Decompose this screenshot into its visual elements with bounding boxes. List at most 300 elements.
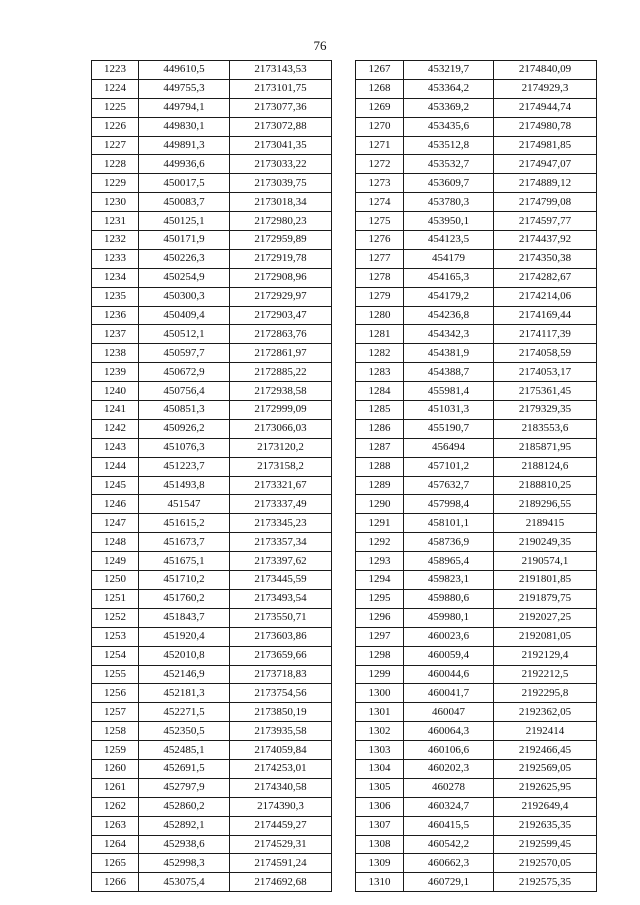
point-number-cell: 1239 [92, 363, 139, 382]
x-coordinate-cell: 454236,8 [404, 306, 494, 325]
point-number-cell: 1292 [356, 533, 404, 552]
table-row [92, 495, 332, 514]
y-coordinate-cell: 2172980,23 [230, 212, 332, 231]
table-row [92, 382, 332, 401]
point-number-cell: 1236 [92, 306, 139, 325]
table-row [92, 419, 332, 438]
table-row [92, 589, 332, 608]
y-coordinate-cell: 2190249,35 [494, 533, 597, 552]
y-coordinate-cell: 2174058,59 [494, 344, 597, 363]
point-number-cell: 1255 [92, 665, 139, 684]
point-number-cell: 1299 [356, 665, 404, 684]
x-coordinate-cell: 455190,7 [404, 419, 494, 438]
y-coordinate-cell: 2173935,58 [230, 722, 332, 741]
table-row [356, 98, 597, 117]
table-row [92, 249, 332, 268]
point-number-cell: 1300 [356, 684, 404, 703]
x-coordinate-cell: 453780,3 [404, 193, 494, 212]
x-coordinate-cell: 450300,3 [139, 287, 230, 306]
x-coordinate-cell: 460047 [404, 703, 494, 722]
x-coordinate-cell: 450597,7 [139, 344, 230, 363]
y-coordinate-cell: 2173550,71 [230, 608, 332, 627]
point-number-cell: 1305 [356, 778, 404, 797]
y-coordinate-cell: 2172863,76 [230, 325, 332, 344]
y-coordinate-cell: 2174340,58 [230, 778, 332, 797]
x-coordinate-cell: 451673,7 [139, 533, 230, 552]
x-coordinate-cell: 454165,3 [404, 268, 494, 287]
y-coordinate-cell: 2174350,38 [494, 249, 597, 268]
point-number-cell: 1264 [92, 835, 139, 854]
y-coordinate-cell: 2174390,3 [230, 797, 332, 816]
x-coordinate-cell: 460044,6 [404, 665, 494, 684]
y-coordinate-cell: 2173493,54 [230, 589, 332, 608]
y-coordinate-cell: 2173754,56 [230, 684, 332, 703]
y-coordinate-cell: 2174214,06 [494, 287, 597, 306]
table-row [92, 684, 332, 703]
y-coordinate-cell: 2173850,19 [230, 703, 332, 722]
y-coordinate-cell: 2192466,45 [494, 741, 597, 760]
point-number-cell: 1267 [356, 61, 404, 80]
y-coordinate-cell: 2174889,12 [494, 174, 597, 193]
x-coordinate-cell: 457101,2 [404, 457, 494, 476]
point-number-cell: 1281 [356, 325, 404, 344]
table-row [92, 79, 332, 98]
table-row [356, 419, 597, 438]
table-row [356, 325, 597, 344]
x-coordinate-cell: 455981,4 [404, 382, 494, 401]
x-coordinate-cell: 451675,1 [139, 552, 230, 571]
table-row [356, 759, 597, 778]
table-row [356, 571, 597, 590]
table-row [356, 476, 597, 495]
x-coordinate-cell: 453532,7 [404, 155, 494, 174]
table-row [92, 533, 332, 552]
x-coordinate-cell: 460278 [404, 778, 494, 797]
table-row [92, 476, 332, 495]
y-coordinate-cell: 2173445,59 [230, 571, 332, 590]
page-number: 76 [313, 38, 327, 53]
table-row [92, 703, 332, 722]
point-number-cell: 1289 [356, 476, 404, 495]
table-row [356, 816, 597, 835]
y-coordinate-cell: 2173321,67 [230, 476, 332, 495]
table-row [92, 306, 332, 325]
y-coordinate-cell: 2188124,6 [494, 457, 597, 476]
y-coordinate-cell: 2174944,74 [494, 98, 597, 117]
table-row [356, 193, 597, 212]
y-coordinate-cell: 2192081,05 [494, 627, 597, 646]
y-coordinate-cell: 2172861,97 [230, 344, 332, 363]
point-number-cell: 1234 [92, 268, 139, 287]
y-coordinate-cell: 2174981,85 [494, 136, 597, 155]
point-number-cell: 1223 [92, 61, 139, 80]
table-row [356, 61, 597, 80]
table-row [356, 589, 597, 608]
point-number-cell: 1232 [92, 231, 139, 250]
x-coordinate-cell: 453075,4 [139, 873, 230, 892]
y-coordinate-cell: 2183553,6 [494, 419, 597, 438]
x-coordinate-cell: 460064,3 [404, 722, 494, 741]
point-number-cell: 1286 [356, 419, 404, 438]
point-number-cell: 1310 [356, 873, 404, 892]
point-number-cell: 1260 [92, 759, 139, 778]
point-number-cell: 1308 [356, 835, 404, 854]
x-coordinate-cell: 460542,2 [404, 835, 494, 854]
y-coordinate-cell: 2188810,25 [494, 476, 597, 495]
y-coordinate-cell: 2174282,67 [494, 268, 597, 287]
table-row [92, 193, 332, 212]
table-row [356, 684, 597, 703]
table-row [356, 344, 597, 363]
point-number-cell: 1304 [356, 759, 404, 778]
table-row [356, 212, 597, 231]
x-coordinate-cell: 460324,7 [404, 797, 494, 816]
x-coordinate-cell: 452485,1 [139, 741, 230, 760]
x-coordinate-cell: 452181,3 [139, 684, 230, 703]
table-row [356, 268, 597, 287]
x-coordinate-cell: 451710,2 [139, 571, 230, 590]
point-number-cell: 1248 [92, 533, 139, 552]
y-coordinate-cell: 2174692,68 [230, 873, 332, 892]
point-number-cell: 1253 [92, 627, 139, 646]
y-coordinate-cell: 2185871,95 [494, 438, 597, 457]
x-coordinate-cell: 452350,5 [139, 722, 230, 741]
table-row [92, 797, 332, 816]
point-number-cell: 1295 [356, 589, 404, 608]
table-row [356, 608, 597, 627]
y-coordinate-cell: 2173072,88 [230, 117, 332, 136]
point-number-cell: 1276 [356, 231, 404, 250]
table-row [92, 98, 332, 117]
table-row [92, 873, 332, 892]
y-coordinate-cell: 2174840,09 [494, 61, 597, 80]
y-coordinate-cell: 2192575,35 [494, 873, 597, 892]
point-number-cell: 1306 [356, 797, 404, 816]
table-row [356, 627, 597, 646]
x-coordinate-cell: 460023,6 [404, 627, 494, 646]
point-number-cell: 1279 [356, 287, 404, 306]
point-number-cell: 1265 [92, 854, 139, 873]
table-row [356, 722, 597, 741]
x-coordinate-cell: 451547 [139, 495, 230, 514]
x-coordinate-cell: 450017,5 [139, 174, 230, 193]
table-row [92, 212, 332, 231]
y-coordinate-cell: 2174529,31 [230, 835, 332, 854]
point-number-cell: 1284 [356, 382, 404, 401]
table-row [92, 401, 332, 420]
x-coordinate-cell: 456494 [404, 438, 494, 457]
table-row [92, 854, 332, 873]
table-row [356, 873, 597, 892]
y-coordinate-cell: 2173603,86 [230, 627, 332, 646]
point-number-cell: 1297 [356, 627, 404, 646]
point-number-cell: 1251 [92, 589, 139, 608]
table-row [92, 438, 332, 457]
table-row [92, 835, 332, 854]
table-row [92, 571, 332, 590]
y-coordinate-cell: 2179329,35 [494, 401, 597, 420]
x-coordinate-cell: 454179 [404, 249, 494, 268]
point-number-cell: 1258 [92, 722, 139, 741]
point-number-cell: 1233 [92, 249, 139, 268]
x-coordinate-cell: 451493,8 [139, 476, 230, 495]
point-number-cell: 1301 [356, 703, 404, 722]
y-coordinate-cell: 2173337,49 [230, 495, 332, 514]
point-number-cell: 1307 [356, 816, 404, 835]
x-coordinate-cell: 460106,6 [404, 741, 494, 760]
coordinates-table-right [355, 60, 597, 892]
x-coordinate-cell: 449610,5 [139, 61, 230, 80]
point-number-cell: 1259 [92, 741, 139, 760]
x-coordinate-cell: 460041,7 [404, 684, 494, 703]
table-row [92, 117, 332, 136]
x-coordinate-cell: 451760,2 [139, 589, 230, 608]
y-coordinate-cell: 2174597,77 [494, 212, 597, 231]
point-number-cell: 1229 [92, 174, 139, 193]
point-number-cell: 1262 [92, 797, 139, 816]
table-row [92, 61, 332, 80]
y-coordinate-cell: 2174117,39 [494, 325, 597, 344]
table-row [92, 174, 332, 193]
point-number-cell: 1257 [92, 703, 139, 722]
point-number-cell: 1290 [356, 495, 404, 514]
point-number-cell: 1235 [92, 287, 139, 306]
point-number-cell: 1302 [356, 722, 404, 741]
point-number-cell: 1288 [356, 457, 404, 476]
x-coordinate-cell: 450512,1 [139, 325, 230, 344]
x-coordinate-cell: 450125,1 [139, 212, 230, 231]
point-number-cell: 1303 [356, 741, 404, 760]
table-row [92, 816, 332, 835]
table-row [356, 117, 597, 136]
point-number-cell: 1226 [92, 117, 139, 136]
y-coordinate-cell: 2189415 [494, 514, 597, 533]
x-coordinate-cell: 459980,1 [404, 608, 494, 627]
x-coordinate-cell: 453609,7 [404, 174, 494, 193]
y-coordinate-cell: 2174437,92 [494, 231, 597, 250]
x-coordinate-cell: 457632,7 [404, 476, 494, 495]
x-coordinate-cell: 450171,9 [139, 231, 230, 250]
table-row [356, 136, 597, 155]
y-coordinate-cell: 2191801,85 [494, 571, 597, 590]
x-coordinate-cell: 451615,2 [139, 514, 230, 533]
x-coordinate-cell: 454388,7 [404, 363, 494, 382]
table-row [356, 514, 597, 533]
y-coordinate-cell: 2174253,01 [230, 759, 332, 778]
point-number-cell: 1225 [92, 98, 139, 117]
table-row [356, 646, 597, 665]
y-coordinate-cell: 2190574,1 [494, 552, 597, 571]
table-row [356, 797, 597, 816]
y-coordinate-cell: 2174169,44 [494, 306, 597, 325]
point-number-cell: 1273 [356, 174, 404, 193]
y-coordinate-cell: 2175361,45 [494, 382, 597, 401]
x-coordinate-cell: 450254,9 [139, 268, 230, 287]
y-coordinate-cell: 2173018,34 [230, 193, 332, 212]
x-coordinate-cell: 452691,5 [139, 759, 230, 778]
y-coordinate-cell: 2173143,53 [230, 61, 332, 80]
point-number-cell: 1280 [356, 306, 404, 325]
x-coordinate-cell: 452797,9 [139, 778, 230, 797]
table-row [92, 136, 332, 155]
table-row [356, 438, 597, 457]
x-coordinate-cell: 453435,6 [404, 117, 494, 136]
y-coordinate-cell: 2192414 [494, 722, 597, 741]
point-number-cell: 1272 [356, 155, 404, 174]
y-coordinate-cell: 2192569,05 [494, 759, 597, 778]
table-row [92, 627, 332, 646]
x-coordinate-cell: 454342,3 [404, 325, 494, 344]
y-coordinate-cell: 2172929,97 [230, 287, 332, 306]
table-row [356, 382, 597, 401]
point-number-cell: 1277 [356, 249, 404, 268]
point-number-cell: 1285 [356, 401, 404, 420]
table-row [356, 457, 597, 476]
table-row [92, 741, 332, 760]
x-coordinate-cell: 452998,3 [139, 854, 230, 873]
point-number-cell: 1245 [92, 476, 139, 495]
point-number-cell: 1270 [356, 117, 404, 136]
table-row [356, 155, 597, 174]
y-coordinate-cell: 2192027,25 [494, 608, 597, 627]
x-coordinate-cell: 460662,3 [404, 854, 494, 873]
y-coordinate-cell: 2174929,3 [494, 79, 597, 98]
point-number-cell: 1230 [92, 193, 139, 212]
table-row [92, 552, 332, 571]
x-coordinate-cell: 459823,1 [404, 571, 494, 590]
table-row [356, 778, 597, 797]
x-coordinate-cell: 452860,2 [139, 797, 230, 816]
point-number-cell: 1246 [92, 495, 139, 514]
point-number-cell: 1263 [92, 816, 139, 835]
table-row [92, 514, 332, 533]
point-number-cell: 1241 [92, 401, 139, 420]
point-number-cell: 1240 [92, 382, 139, 401]
y-coordinate-cell: 2173039,75 [230, 174, 332, 193]
table-row [356, 741, 597, 760]
x-coordinate-cell: 452146,9 [139, 665, 230, 684]
table-row [356, 495, 597, 514]
point-number-cell: 1231 [92, 212, 139, 231]
x-coordinate-cell: 450756,4 [139, 382, 230, 401]
point-number-cell: 1278 [356, 268, 404, 287]
x-coordinate-cell: 450851,3 [139, 401, 230, 420]
y-coordinate-cell: 2172908,96 [230, 268, 332, 287]
point-number-cell: 1254 [92, 646, 139, 665]
point-number-cell: 1237 [92, 325, 139, 344]
x-coordinate-cell: 459880,6 [404, 589, 494, 608]
y-coordinate-cell: 2172885,22 [230, 363, 332, 382]
y-coordinate-cell: 2173158,2 [230, 457, 332, 476]
point-number-cell: 1227 [92, 136, 139, 155]
y-coordinate-cell: 2192649,4 [494, 797, 597, 816]
table-row [92, 363, 332, 382]
point-number-cell: 1252 [92, 608, 139, 627]
table-row [92, 457, 332, 476]
y-coordinate-cell: 2192625,95 [494, 778, 597, 797]
x-coordinate-cell: 451920,4 [139, 627, 230, 646]
point-number-cell: 1238 [92, 344, 139, 363]
point-number-cell: 1293 [356, 552, 404, 571]
y-coordinate-cell: 2172938,58 [230, 382, 332, 401]
y-coordinate-cell: 2192362,05 [494, 703, 597, 722]
y-coordinate-cell: 2173345,23 [230, 514, 332, 533]
x-coordinate-cell: 452010,8 [139, 646, 230, 665]
point-number-cell: 1271 [356, 136, 404, 155]
x-coordinate-cell: 449891,3 [139, 136, 230, 155]
table-row [356, 552, 597, 571]
point-number-cell: 1261 [92, 778, 139, 797]
y-coordinate-cell: 2174980,78 [494, 117, 597, 136]
y-coordinate-cell: 2172999,09 [230, 401, 332, 420]
x-coordinate-cell: 454179,2 [404, 287, 494, 306]
x-coordinate-cell: 460415,5 [404, 816, 494, 835]
table-row [92, 287, 332, 306]
point-number-cell: 1243 [92, 438, 139, 457]
y-coordinate-cell: 2174591,24 [230, 854, 332, 873]
point-number-cell: 1274 [356, 193, 404, 212]
x-coordinate-cell: 458965,4 [404, 552, 494, 571]
y-coordinate-cell: 2173033,22 [230, 155, 332, 174]
y-coordinate-cell: 2173659,66 [230, 646, 332, 665]
y-coordinate-cell: 2172919,78 [230, 249, 332, 268]
point-number-cell: 1228 [92, 155, 139, 174]
x-coordinate-cell: 453950,1 [404, 212, 494, 231]
y-coordinate-cell: 2174459,27 [230, 816, 332, 835]
table-row [356, 854, 597, 873]
y-coordinate-cell: 2192599,45 [494, 835, 597, 854]
point-number-cell: 1242 [92, 419, 139, 438]
x-coordinate-cell: 451031,3 [404, 401, 494, 420]
y-coordinate-cell: 2172903,47 [230, 306, 332, 325]
x-coordinate-cell: 453219,7 [404, 61, 494, 80]
table-row [92, 155, 332, 174]
x-coordinate-cell: 449794,1 [139, 98, 230, 117]
y-coordinate-cell: 2192212,5 [494, 665, 597, 684]
table-row [92, 665, 332, 684]
y-coordinate-cell: 2173397,62 [230, 552, 332, 571]
table-row [92, 722, 332, 741]
table-row [356, 174, 597, 193]
x-coordinate-cell: 449830,1 [139, 117, 230, 136]
y-coordinate-cell: 2173718,83 [230, 665, 332, 684]
table-row [92, 231, 332, 250]
x-coordinate-cell: 451843,7 [139, 608, 230, 627]
table-row [356, 533, 597, 552]
x-coordinate-cell: 460059,4 [404, 646, 494, 665]
point-number-cell: 1291 [356, 514, 404, 533]
table-row [356, 665, 597, 684]
point-number-cell: 1249 [92, 552, 139, 571]
coordinates-table-left [91, 60, 332, 892]
y-coordinate-cell: 2173041,35 [230, 136, 332, 155]
table-row [356, 231, 597, 250]
point-number-cell: 1266 [92, 873, 139, 892]
y-coordinate-cell: 2174799,08 [494, 193, 597, 212]
point-number-cell: 1298 [356, 646, 404, 665]
table-row [356, 703, 597, 722]
y-coordinate-cell: 2173066,03 [230, 419, 332, 438]
y-coordinate-cell: 2173101,75 [230, 79, 332, 98]
table-row [356, 401, 597, 420]
x-coordinate-cell: 458101,1 [404, 514, 494, 533]
table-row [356, 287, 597, 306]
y-coordinate-cell: 2174947,07 [494, 155, 597, 174]
y-coordinate-cell: 2192570,05 [494, 854, 597, 873]
point-number-cell: 1244 [92, 457, 139, 476]
table-row [92, 778, 332, 797]
y-coordinate-cell: 2173120,2 [230, 438, 332, 457]
